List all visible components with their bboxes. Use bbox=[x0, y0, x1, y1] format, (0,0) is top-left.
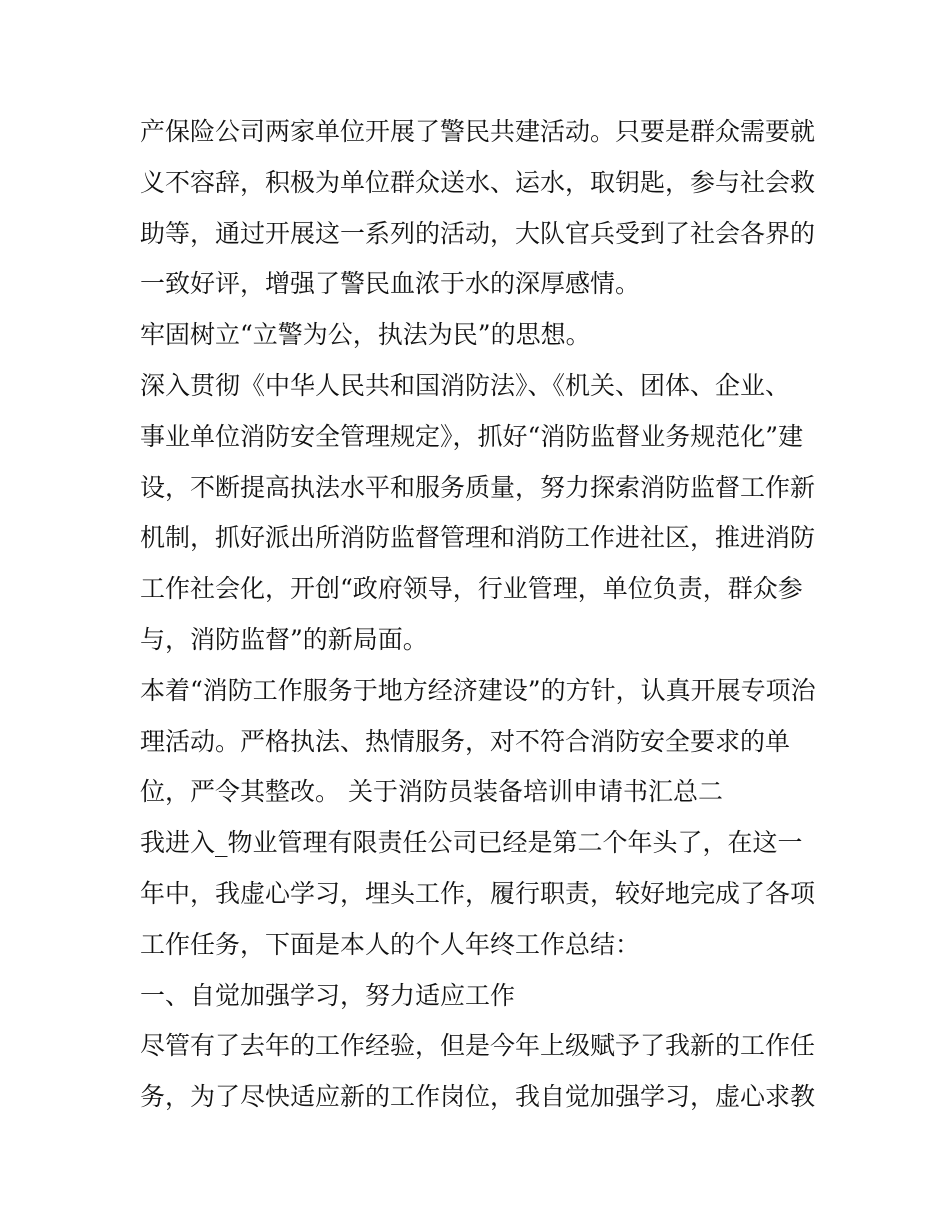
text-line: 机制，抓好派出所消防监督管理和消防工作进社区，推进消防 bbox=[140, 523, 816, 553]
text-line: 与，消防监督”的新局面。 bbox=[140, 624, 428, 654]
text-line: 位，严令其整改。 关于消防员装备培训申请书汇总二 bbox=[140, 777, 723, 807]
text-line: 设，不断提高执法水平和服务质量，努力探索消防监督工作新 bbox=[140, 472, 816, 502]
text-line: 理活动。严格执法、热情服务，对不符合消防安全要求的单 bbox=[140, 726, 791, 756]
text-line: 一致好评，增强了警民血浓于水的深厚感情。 bbox=[140, 269, 641, 299]
text-line: 本着“消防工作服务于地方经济建设”的方针，认真开展专项治 bbox=[140, 675, 816, 705]
text-line: 年中，我虚心学习，埋头工作，履行职责，较好地完成了各项 bbox=[140, 878, 816, 908]
text-line: 义不容辞，积极为单位群众送水、运水，取钥匙，参与社会救 bbox=[140, 167, 816, 197]
text-line: 牢固树立“立警为公，执法为民”的思想。 bbox=[140, 320, 591, 350]
text-line: 一、自觉加强学习，努力适应工作 bbox=[140, 980, 516, 1010]
text-line: 工作社会化，开创“政府领导，行业管理，单位负责，群众参 bbox=[140, 574, 803, 604]
text-line: 助等，通过开展这一系列的活动，大队官兵受到了社会各界的 bbox=[140, 218, 816, 248]
text-line: 尽管有了去年的工作经验，但是今年上级赋予了我新的工作任 bbox=[140, 1031, 816, 1061]
document-body bbox=[140, 107, 820, 1123]
text-line: 工作任务，下面是本人的个人年终工作总结： bbox=[140, 929, 641, 959]
text-line: 深入贯彻《中华人民共和国消防法》、《机关、团体、企业、 bbox=[140, 370, 791, 400]
text-line: 务，为了尽快适应新的工作岗位，我自觉加强学习，虚心求教 bbox=[140, 1082, 816, 1112]
text-line: 产保险公司两家单位开展了警民共建活动。只要是群众需要就 bbox=[140, 117, 816, 146]
text-line: 事业单位消防安全管理规定》，抓好“消防监督业务规范化”建 bbox=[140, 421, 804, 451]
text-line: 我进入_物业管理有限责任公司已经是第二个年头了，在这一 bbox=[140, 828, 803, 858]
